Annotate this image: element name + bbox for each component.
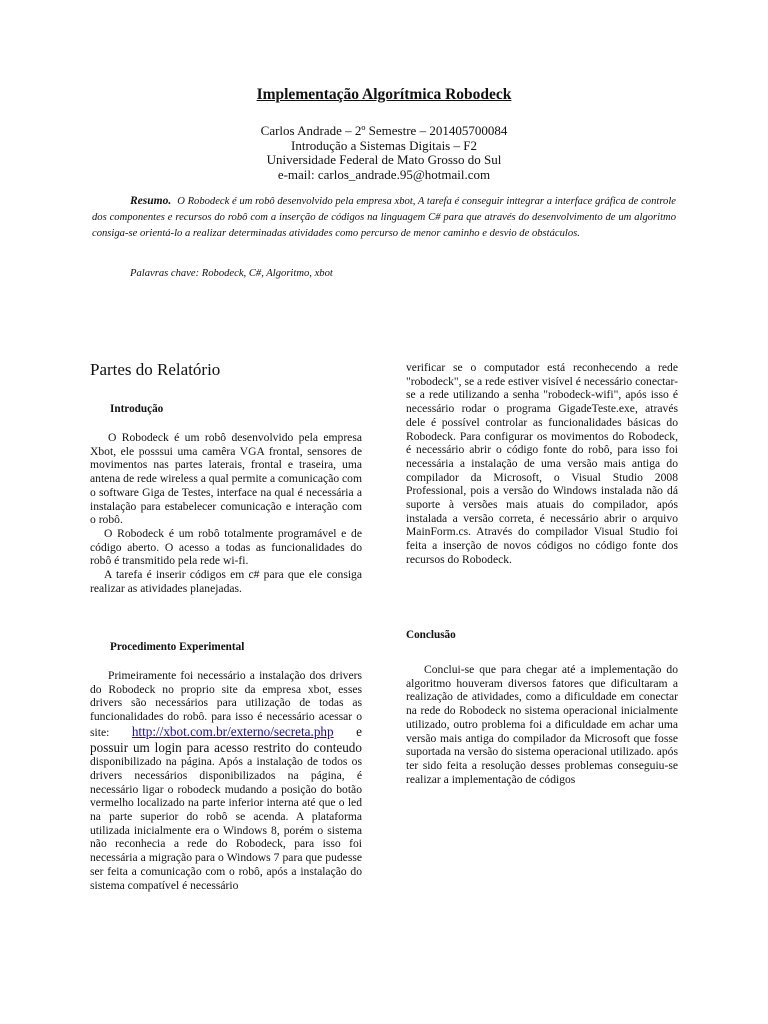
section-title: Partes do Relatório	[90, 360, 221, 379]
procedure-text-start: Primeiramente foi necessário a instalação dos drivers do Robodeck no proprio site da empresa xbot, esses drivers são necessários para utilização de todas as funcionalidades do robô. para isso é necessário acessar o site:	[90, 669, 362, 739]
intro-paragraph-3: A tarefa é inserir códigos em c# para que ele consiga realizar as atividades planejadas.	[90, 568, 362, 595]
abstract-label: Resumo.	[130, 195, 172, 207]
intro-paragraph-1: O Robodeck é um robô desenvolvido pela empresa Xbot, ele posssui uma camêra VGA frontal, sensores de movimentos nas partes laterais, frontal e traseira, uma antena de rede wireless a qual permite a comunicação com o software Giga de Testes, interface na qual é necessária a instalação para estabelecer comunicação e interação com o robô.	[90, 431, 363, 527]
conclusion-paragraph: Conclui-se que para chegar até a implementação do algoritmo houveram diversos fatores que dificultaram a realização de atividades, como a dificuldade em conectar na rede do Robodeck no sistema operacional inicialmente utilizado, outro problema foi a dificuldade em achar uma versão mais antiga do compilador da Microsoft que fosse suportada na versão do sistema operacional utilizado. após ter sido feita a resolução desses problemas conseguiu-se realizar a implementação de códigos	[406, 663, 678, 786]
abstract	[92, 193, 676, 242]
university-line: Universidade Federal de Mato Grosso do Sul	[266, 152, 502, 167]
procedure-body	[90, 669, 362, 892]
procedure-continuation	[406, 361, 678, 567]
course-line: Introdução a Sistemas Digitais – F2	[291, 138, 477, 153]
intro-paragraph-2: O Robodeck é um robô totalmente programável e de código aberto. O acesso a todas as funcionalidades do robô é transmitido pela rede wi-fi.	[90, 526, 362, 568]
procedure-text-login: e possuir um login para acesso restrito do conteudo	[90, 723, 362, 755]
conclusion-heading: Conclusão	[406, 629, 456, 641]
procedure-heading: Procedimento Experimental	[110, 641, 245, 653]
paper-title: Implementação Algorítmica Robodeck	[256, 86, 512, 103]
keywords: Palavras chave: Robodeck, C#, Algoritmo, xbot	[130, 268, 333, 279]
intro-heading: Introdução	[110, 403, 164, 415]
email-line: e-mail: carlos_andrade.95@hotmail.com	[277, 167, 491, 182]
abstract-text: O Robodeck é um robô desenvolvido pela empresa xbot, A tarefa é conseguir inttegrar a interface gráfica de controle dos componentes e recursos do robô com a inserção de códigos na linguagem C# para que através do desenvolvimento de um algoritmo consiga-se orientá-lo a realizar determinadas atividades como percurso de menor caminho e desvio de obstáculos.	[92, 196, 676, 239]
procedure-paragraph	[90, 669, 362, 892]
procedure-text-end: disponibilizado na página. Após a instalação de todos os drivers necessários disponibilizados na página, é necessário ligar o robodeck mudando a posição do botão vermelho localizado na parte inferior interna até que o led na parte superior do robô se acenda. A plataforma utilizada inicialmente era o Windows 8, porém o sistema não reconhecia a rede do Robodeck, para isso foi necessária a migração para o Windows 7 para que pudesse ser feita a comunicação com o robô, após a instalação do sistema compatível é necessário	[90, 755, 362, 892]
conclusion-body	[406, 663, 678, 786]
intro-body	[90, 431, 362, 595]
xbot-link[interactable]: http://xbot.com.br/externo/secreta.php	[131, 723, 334, 739]
procedure-paragraph-2: verificar se o computador está reconhecendo a rede "robodeck", se a rede estiver visível é necessário conectar-se a rede utilizando a senha "robodeck-wifi", após isso é necessário rodar o programa GigadeTeste.exe, através dele é possível controlar as funcionalidades básicas do Robodeck. Para configurar os movimentos do Robodeck, é necessário abrir o código fonte do robô, para isso foi necessária a instalação de uma versão mais antiga do compilador da Microsoft, o Visual Studio 2008 Professional, pois a versão do Windows instalada não dá suporte à versões mais atuais do compilador, após instalada a versão correta, é necessário abrir o arquivo MainForm.cs. Através do compilador Visual Studio foi feita a inserção de novos códigos no código fonte dos recursos do Robodeck.	[406, 361, 678, 566]
author-line: Carlos Andrade – 2º Semestre – 201405700084	[260, 123, 508, 138]
